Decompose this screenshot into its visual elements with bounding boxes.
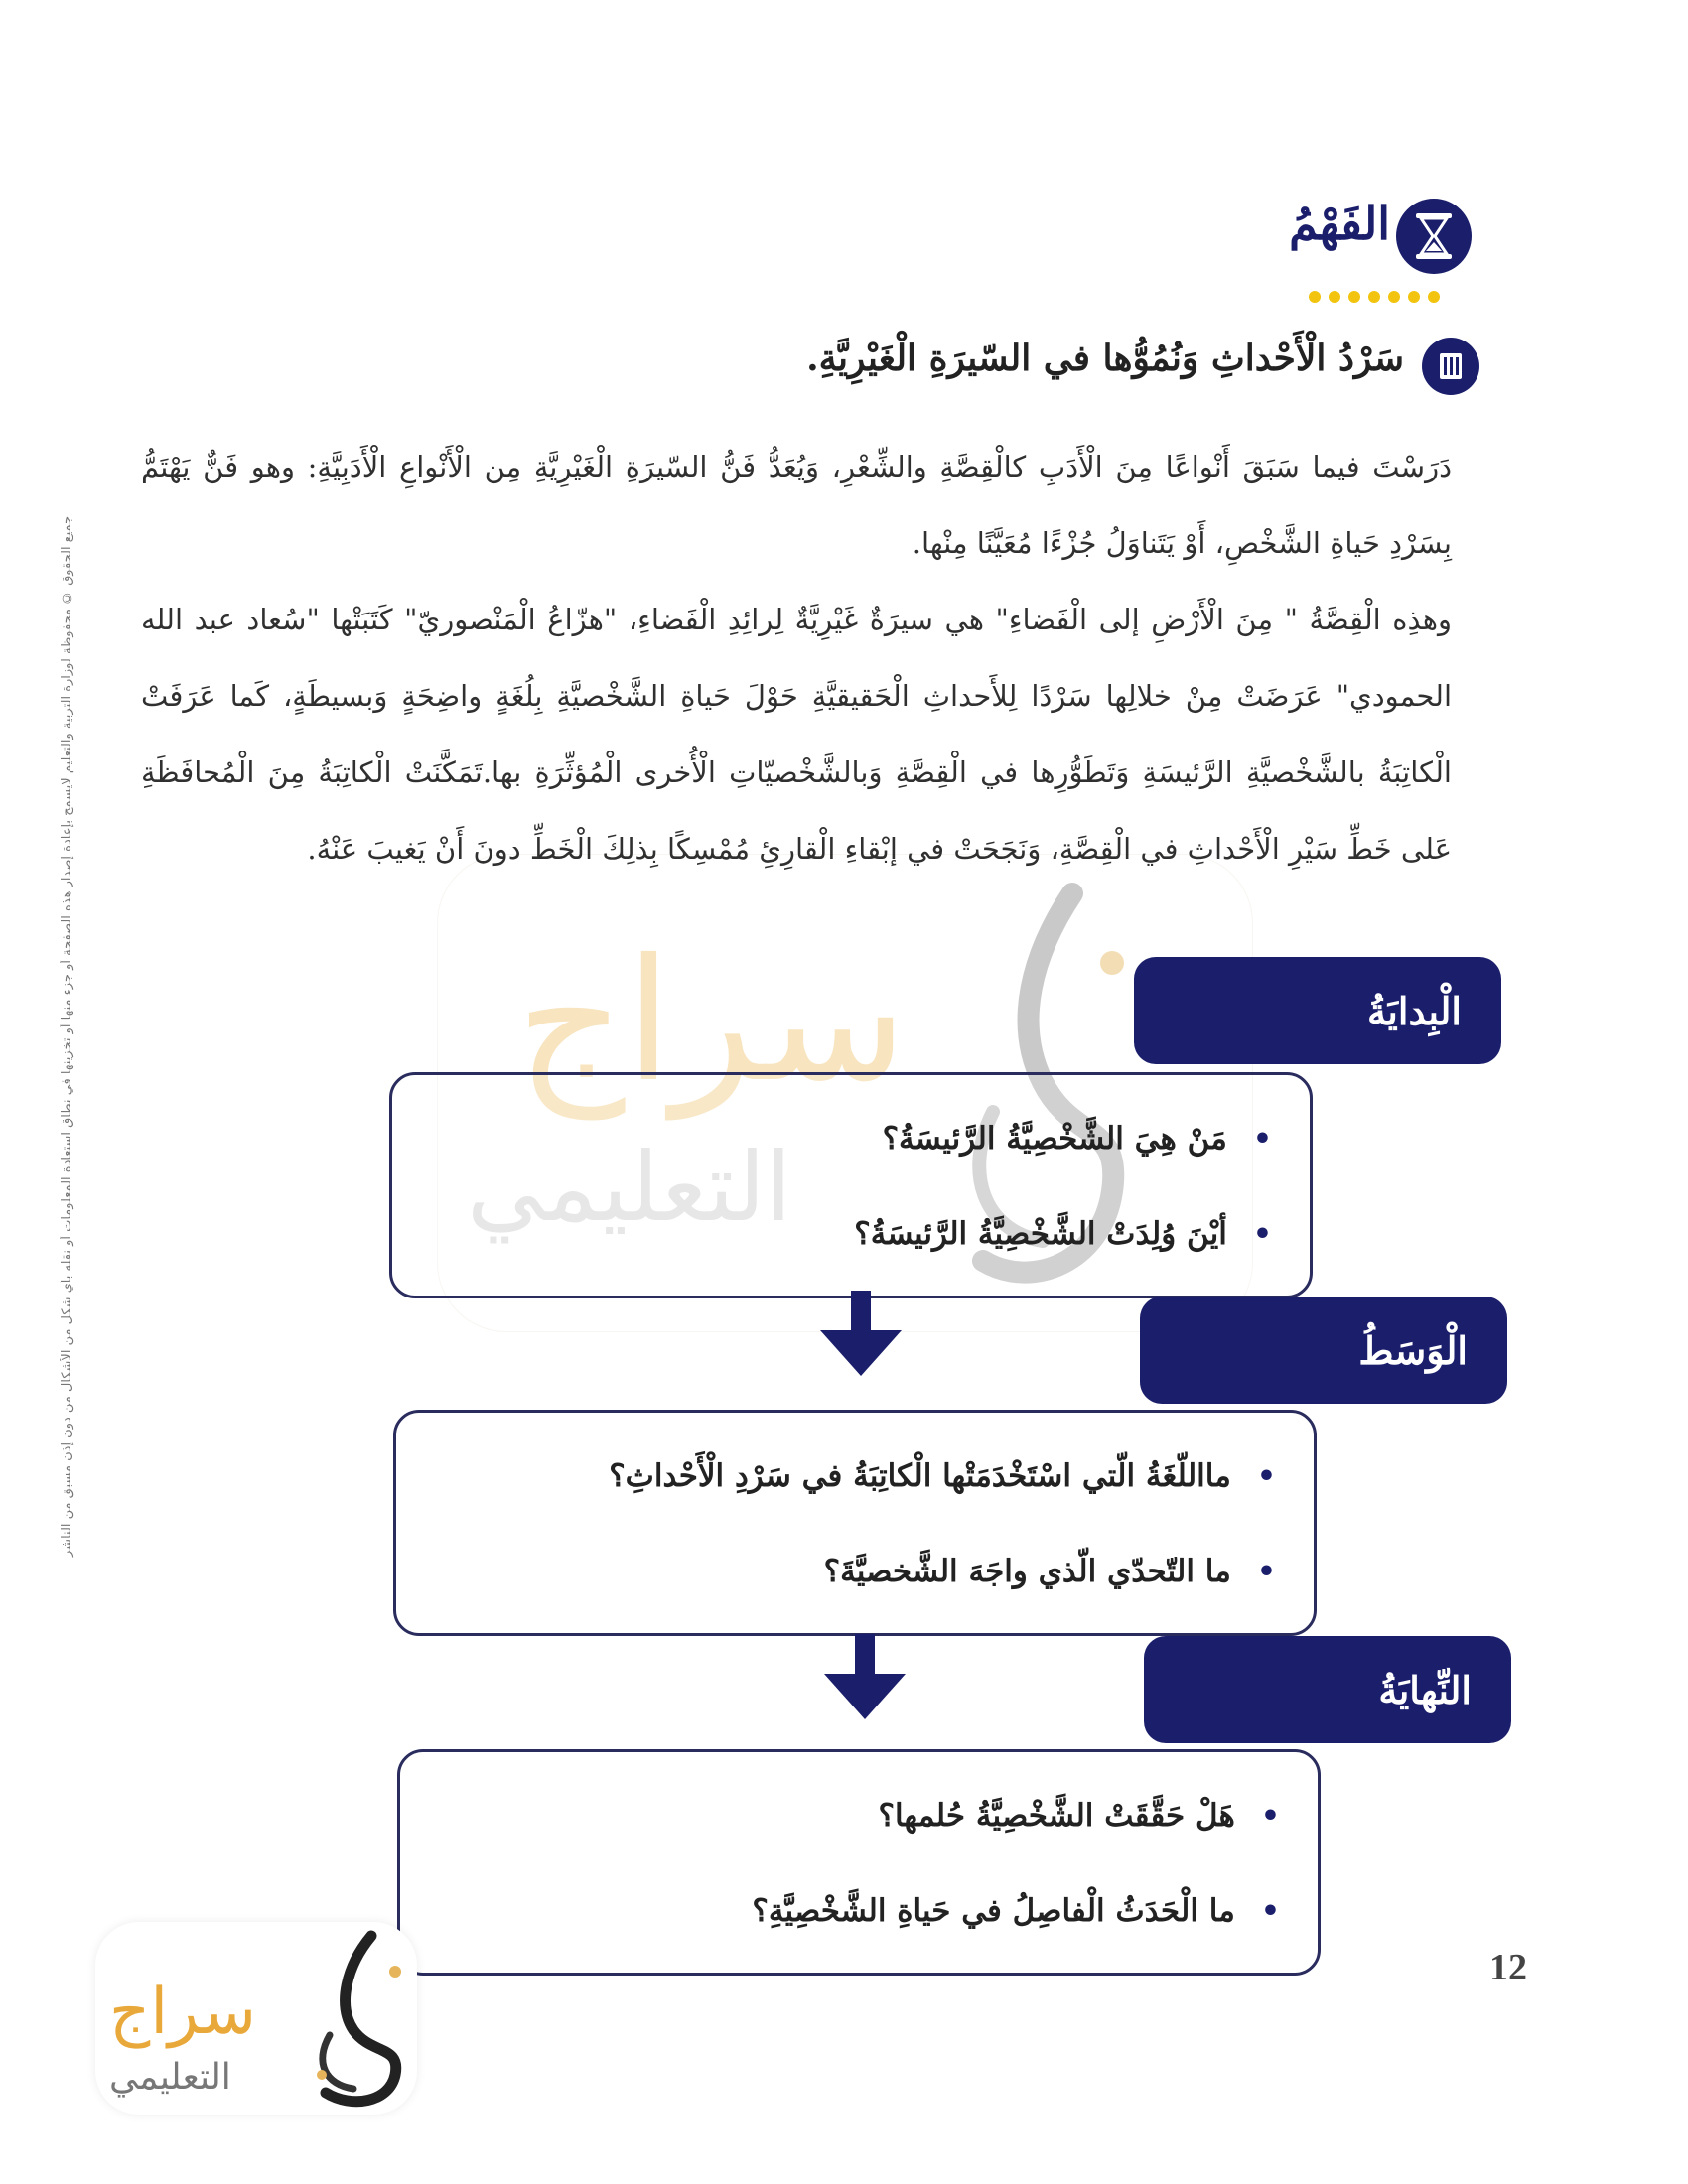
- paragraph-1: دَرَسْتَ فيما سَبَقَ أَنْواعًا مِنَ الْأَدَبِ كالْقِصَّةِ والشِّعْرِ، وَيُعَدُّ فَنُّ السّيرَةِ الْغَيْرِيَّةِ مِن الْأَنْواعِ الْأَدَبِيَّةِ: وهو فَنٌّ يَهْتَمُّ بِسَرْدِ حَياةِ الشَّخْصِ، أَوْ يَتَناوَلُ جُزْءًا مُعَيَّنًا مِنْها.: [141, 450, 1452, 560]
- watermark-subtitle: التعليمي: [467, 1132, 792, 1243]
- question-item: • هَلْ حَقَّقَتْ الشَّخْصِيَّةُ حُلمها؟: [400, 1786, 1280, 1881]
- stage-beginning-box: [389, 1072, 1313, 1298]
- page-number: 12: [1489, 1947, 1527, 1988]
- copyright-note: جميع الحقوق © محفوظة لوزارة التربية والتعليم لايسمح بإعادة إصدار هذه الصفحة أو جزء منها أو تخزينها في نطاق استعادة المعلومات أو نقله بأي شكل من الأشكال من دون إذن مسبق من الناشر: [60, 516, 74, 1558]
- question-item: • ما الْحَدَثُ الْفاصِلُ في حَياةِ الشَّخْصِيَّةِ؟: [400, 1881, 1280, 1977]
- hourglass-icon: [1396, 199, 1472, 274]
- logo-subtitle: التعليمي: [109, 2057, 231, 2098]
- logo-title: سراج: [109, 1976, 257, 2049]
- section-subtitle: سَرْدُ الْأَحْداثِ وَنُمُوُّها في السّيرَةِ الْغَيْرِيَّةِ.: [806, 338, 1404, 379]
- question-item: • مااللّغَةُ الّتي اسْتَخْدَمَتْها الْكاتِبَةُ في سَرْدِ الْأَحْداثِ؟: [396, 1446, 1276, 1542]
- question-item: • ما التّحدّي الّذي واجَهَ الشَّخصيَّةَ؟: [396, 1542, 1276, 1637]
- stage-end-label: النِّهايَةُ: [1144, 1636, 1511, 1743]
- arrow-down-icon: [816, 1291, 906, 1380]
- stage-middle-label: الْوَسَطُ: [1140, 1297, 1507, 1404]
- logo-calligraphy-icon: [292, 1926, 421, 2115]
- stage-middle-box: [393, 1410, 1317, 1636]
- stage-end-box: [397, 1749, 1321, 1976]
- stage-beginning-label: الْبِدايَةُ: [1134, 957, 1501, 1064]
- book-icon: [1422, 338, 1479, 395]
- watermark-title: سراج: [516, 923, 908, 1120]
- story-paragraph: [141, 582, 1452, 887]
- paragraph-2: وهذِه الْقِصَّةُ " مِنَ الْأَرْضِ إلى الْفَضاءِ" هي سيرَةٌ غَيْرِيَّةٌ لِرائِدِ الْفَضاءِ، "هزّاعُ الْمَنْصوريّ" كَتَبَتْها "سُعاد عبد الله الحمودي" عَرَضَتْ مِنْ خلالِها سَرْدًا لِلأَحداثِ الْحَقيقيَّةِ حَوْلَ حَياةِ الشَّخْصيَّةِ بِلُغَةٍ واضِحَةٍ وَبسيطَةٍ، كَما عَرَفَتْ الْكاتِبَةُ بالشَّخْصيَّةِ الرَّئيسَةِ وَتَطَوُّرِها في الْقِصَّةِ وَبالشَّخْصيّاتِ الْأُخرى الْمُؤثِّرَةِ بها.تَمَكَّنَتْ الْكاتِبَةُ مِنَ الْمُحافَظَةِ عَلى خَطِّ سَيْرِ الْأَحْداثِ في الْقِصَّةِ، وَنَجَحَتْ في إبْقاءِ الْقارِئِ مُمْسِكًا بِذلِكَ الْخَطِّ دونَ أَنْ يَغيبَ عَنْهُ.: [141, 603, 1452, 866]
- question-item: • مَنْ هِيَ الشَّخْصِيَّةُ الرَّئيسَةُ؟: [392, 1109, 1272, 1204]
- section-title: الفَهْمُ: [1289, 197, 1390, 250]
- arrow-down-icon: [820, 1634, 910, 1723]
- intro-paragraph: [141, 429, 1452, 582]
- title-underline-dots: [1309, 291, 1440, 303]
- question-item: • أيْنَ وُلِدَتْ الشَّخْصِيَّةُ الرَّئيسَةُ؟: [392, 1204, 1272, 1299]
